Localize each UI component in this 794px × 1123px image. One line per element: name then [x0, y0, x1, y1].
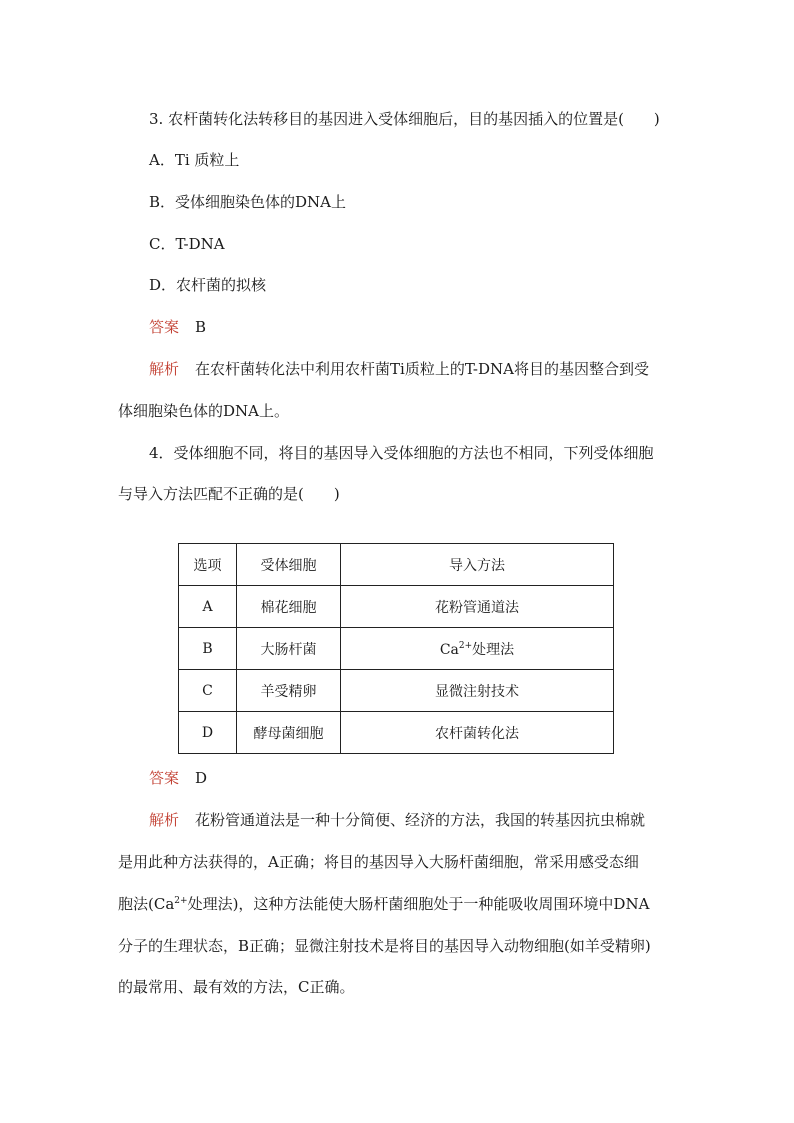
question-3-analysis-line-2: 体细胞染色体的DNA上。: [118, 402, 289, 420]
options-table: [178, 543, 614, 754]
analysis-text: 花粉管通道法是一种十分简便、经济的方法，我国的转基因抗虫棉就: [195, 811, 646, 829]
table-header-row: [179, 544, 614, 586]
table-cell-option: C: [179, 670, 237, 712]
answer-label: 答案: [149, 318, 180, 336]
table-cell-method: 花粉管通道法: [341, 586, 614, 628]
question-3-answer: [149, 317, 206, 337]
table-cell-option: D: [179, 712, 237, 754]
table-header-cell: 受体细胞: [237, 544, 341, 586]
question-3-analysis-line-1: [149, 359, 649, 379]
question-3-option-a: A．Ti 质粒上: [149, 151, 240, 169]
question-4-analysis-line-2: 是用此种方法获得的，A正确；将目的基因导入大肠杆菌细胞，常采用感受态细: [118, 853, 639, 871]
table-cell-option: B: [179, 628, 237, 670]
table-cell-recipient: 棉花细胞: [237, 586, 341, 628]
table-header-cell: 选项: [179, 544, 237, 586]
question-4-analysis-line-4: 分子的生理状态，B正确；显微注射技术是将目的基因导入动物细胞(如羊受精卵): [118, 937, 651, 955]
question-4-answer: [149, 768, 207, 788]
table-cell-recipient: 大肠杆菌: [237, 628, 341, 670]
question-3-option-c: C．T-DNA: [149, 235, 225, 253]
table-row: [179, 712, 614, 754]
question-4-analysis-line-1: [149, 810, 645, 830]
table-row: [179, 586, 614, 628]
table-cell-method: 显微注射技术: [341, 670, 614, 712]
table-cell-recipient: 羊受精卵: [237, 670, 341, 712]
table-row: [179, 670, 614, 712]
table-row: [179, 628, 614, 670]
question-4-stem-line-1: 4．受体细胞不同，将目的基因导入受体细胞的方法也不相同，下列受体细胞: [149, 444, 654, 462]
question-4-analysis-line-3: 胞法($Ca^{2+}$处理法)，这种方法能使大肠杆菌细胞处于一种能吸收周围环境中DNA: [118, 895, 650, 913]
analysis-label: 解析: [149, 811, 180, 829]
answer-value: B: [195, 318, 207, 336]
question-4-analysis-line-5: 的最常用、最有效的方法，C正确。: [118, 978, 355, 996]
answer-label: 答案: [149, 769, 180, 787]
analysis-text: 在农杆菌转化法中利用农杆菌Ti质粒上的T-DNA将目的基因整合到受: [195, 360, 649, 378]
table-cell-option: A: [179, 586, 237, 628]
analysis-label: 解析: [149, 360, 180, 378]
question-4-stem-line-2: 与导入方法匹配不正确的是( ): [118, 485, 340, 503]
answer-value: D: [195, 769, 208, 787]
table-cell-method: $Ca^{2+}$处理法: [341, 628, 614, 670]
table-header-cell: 导入方法: [341, 544, 614, 586]
question-3-stem: 3. 农杆菌转化法转移目的基因进入受体细胞后，目的基因插入的位置是( ): [149, 110, 660, 128]
table-cell-recipient: 酵母菌细胞: [237, 712, 341, 754]
table-cell-method: 农杆菌转化法: [341, 712, 614, 754]
question-3-option-b: B．受体细胞染色体的DNA上: [149, 193, 347, 211]
question-3-option-d: D．农杆菌的拟核: [149, 276, 267, 294]
